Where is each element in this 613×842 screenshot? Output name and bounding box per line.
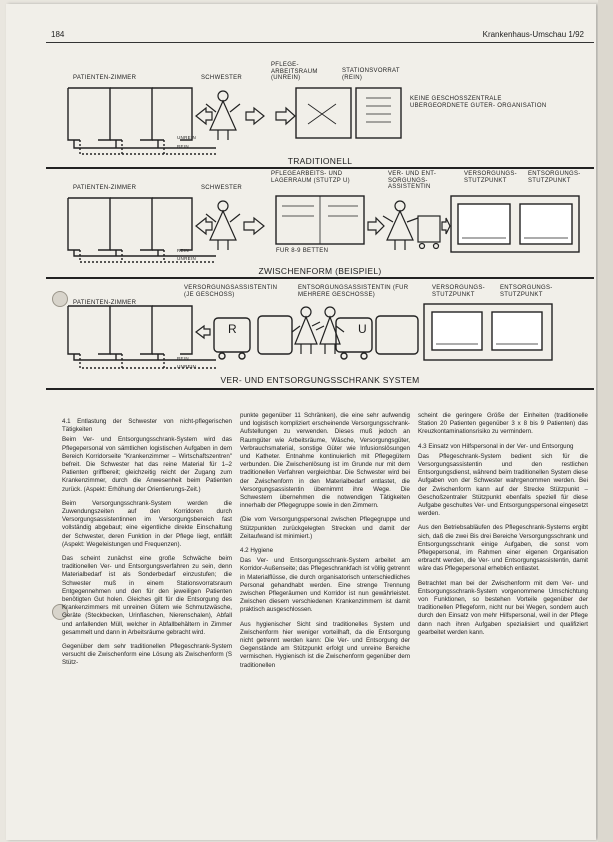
paragraph: Aus den Betriebsabläufen des Pflegeschrank-Systems ergibt sich, daß die zwei Bis drei Bereiche Versorgungsschrank und Entsorgungsschrank einige Aufgaben, die sonst vom Pflegepersonal, im Rahmen einer eigenen Organisation erbracht werden, die Ver- und Entsorgungsassistentin, damit wäre das Pflegepersonal erheblich entlastet. [418, 524, 588, 573]
d2-workroom-label: PFLEGEARBEITS- UND LAGERRAUM (STUTZP U) [271, 171, 350, 184]
d2-beds-label: FUR 8-9 BETTEN [276, 248, 329, 254]
heading-4-3: 4.3 Einsatz von Hilfspersonal in der Ver- und Entsorgung [418, 442, 574, 450]
paragraph: (Die vom Versorgungspersonal zwischen Pflegegruppe und Stützpunkten zurückgelegten Strecken und damit der Zeitaufwand ist minimiert.) [240, 516, 410, 540]
d1-rein-label: REIN [177, 144, 189, 149]
paragraph: Das Ver- und Entsorgungsschrank-System arbeitet am Korridor-Außenseite; das Pflegeschrankfach ist völlig getrennt in Materialflüsse, die durch organisatorisch unterschiedliches Personal gehandhabt werden. Eine strenge Trennung zwischen Pflegeräumen und Korridor ist nun gewährleistet. Zwischen diesem verschiedenen Krankenzimmern ist damit praktisch ausgeschlossen. [240, 557, 410, 614]
paragraph: punkte gegenüber 11 Schränken), die eine sehr aufwendig und logistisch kompliziert erscheinende Versorgungsschrank-Aufstellungen zu verwenden. Dieses muß jedoch an Raumgüter wie Arbeitsräume, Wäsche, Versorgungsgüter, Verbrauchsmaterial, sonstige Güter wie Infusionslösungen und Katheter. Entnahme kontinuierlich mit Pflegegütern verbunden. Die Zwischenlösung ist im Grunde nur mit dem traditionellen Verfahren vergleichbar. Die Schwester wird bei der Zwischenform in den Materialbedarf entlastet, die Versorgungsassistentin übernimmt ihre Wege. Die Schwestern übernehmen die notwendigen Tätigkeiten innerhalb der Pflegegruppe sowie in den Zimmern. [240, 412, 410, 510]
d1-nurse-label: SCHWESTER [201, 75, 243, 81]
adjacent-page-edge [598, 0, 613, 842]
paragraph: Das scheint zunächst eine große Schwäche beim traditionellen Ver- und Entsorgungsverfahren zu sein, denn Materialbedarf ist als Sonderbedarf einzustufen; die Schwester muß in einem Stationsvorratsraum Entgegennehmen und den für den jeweiligen Patienten benötigten Gut holen. Gleiches gilt für die Entsorgung des Krankenzimmers mit unreinen Gütern wie Schmutzwäsche, Geräte (Steckbecken, Urinflaschen, Nierenschalen), Abfall und anfallenden Müll, welcher in Abfallbehältern in Zimmer gesammelt und dann in Arbeitsräume gebracht wird. [62, 555, 232, 636]
d3-patients-label: PATIENTEN-ZIMMER [73, 300, 137, 306]
d2-assistant-label: VER- UND ENT- SORGUNGS- ASSISTENTIN [388, 171, 437, 190]
d3-rein-label: REIN [177, 356, 189, 361]
journal-page [6, 4, 596, 840]
paragraph: Betrachtet man bei der Zwischenform mit dem Ver- und Entsorgungsschrank-System vorgenommene Umschichtung von Funktionen, so bestehen Vorteile gegenüber der traditionellen Pflegeform, nicht nur bei Wegen, sondern auch durch den Einsatz von mehr Hilfspersonal, weil in der Pflege dann nach ihren Aufgaben spezialisiert und qualifiziert gearbeitet werden kann. [418, 579, 588, 636]
paragraph: Das Pflegeschrank-System bedient sich für die Versorgungsassistentin und den restlichen Entsorgungsdienst, während beim traditionellen System diese Aufgaben von der Schwester wahrgenommen werden. Bei der Zwischenform kann auf der Strecke Stützpunkt – Geschoßzentraler Stützpunkt ebenfalls speziell für diese Aufgabe geschultes Ver- und Entsorgungspersonal eingesetzt werden. [418, 452, 588, 518]
d2-ver-point-label: VERSORGUNGS- STUTZPUNKT [464, 171, 517, 184]
text-column-1 [62, 412, 232, 674]
paragraph: Beim Versorgungsschrank-System werden die Zuwendungszeiten auf den Korridoren durch Versorgungsassistentinnen im Versorgungsbereich fast vollständig abgebaut; eine eigentliche direkte Einschaltung der Schwester, deren Funktion in der Pflege liegt, entfällt (Aspekt: Wegeleistungen und Frequenzen). [62, 499, 232, 548]
d1-unrein-label: UNREIN [177, 135, 197, 140]
d3-unrein-label: UNREIN [177, 364, 197, 369]
d1-nurse-figure [206, 91, 240, 140]
paragraph: scheint die geringere Größe der Einheiten (traditionelle Station 20 Patienten gegenüber 3 x 8 bis 9 Patienten) das Kreuzkontaminationsrisiko zu vermindern. [418, 412, 588, 436]
diagram-cabinet-system [46, 302, 594, 374]
paragraph: Aus hygienischer Sicht sind traditionelles System und Zwischenform hier weniger vorteilhaft, da die Entsorgung nicht getrennt werden kann: Die Ver- und Entsorgung der Gegenstände am Stützpunkt erfolgt und unreine Bereiche vermischen. Hygienisch ist die Zwischenform gegenüber dem traditionellen [240, 620, 410, 669]
page-number: 184 [51, 30, 65, 39]
d2-ent-point-label: ENTSORGUNGS- STUTZPUNKT [528, 171, 581, 184]
paragraph: Gegenüber dem sehr traditionellen Pflegeschrank-System versucht die Zwischenform eine Lösung als Zwischenform (S Stütz- [62, 643, 232, 667]
d1-central-label: KEINE GESCHOSSZENTRALE UBERGEORDNETE GUTER- ORGANISATION [410, 96, 547, 109]
d1-title: TRADITIONELL [287, 156, 353, 166]
d3-assist-multi-label: ENTSORGUNGSASSISTENTIN (FUR MEHRERE GESCHOSSE) [298, 285, 409, 298]
d1-store-label: STATIONSVORRAT (REIN) [342, 68, 400, 81]
d2-title: ZWISCHENFORM (BEISPIEL) [258, 266, 382, 276]
text-column-2 [240, 412, 410, 676]
d2-nurse-label: SCHWESTER [201, 185, 243, 191]
header-rule [46, 42, 594, 43]
diagram-traditional [46, 84, 594, 159]
journal-header: Krankenhaus-Umschau 1/92 [482, 30, 584, 39]
paragraph: Beim Ver- und Entsorgungsschrank-System wird das Pflegepersonal von sämtlichen logistischen Aufgaben in dem Bereich Korridorseite "Krankenzimmer – Wirtschaftszentren" befreit. Die Schwester hat das reine Material für 1–2 Patienten griffbereit; gleichzeitig reicht der Zugang zum Krankenzimmer, durch die Anwesenheit beim Patienten zurück. (Aspekt: Erhöhung der Orientierungs-Zeit.) [62, 436, 232, 493]
diagram-intermediate [46, 194, 594, 266]
d2-patients-label: PATIENTEN-ZIMMER [73, 185, 137, 191]
d2-rule [46, 277, 594, 279]
text-column-3 [418, 412, 588, 643]
d2-unrein-label: UNREIN [177, 256, 197, 261]
d3-letter-r: R [228, 322, 237, 336]
d3-assist-single-label: VERSORGUNGSASSISTENTIN (JE GESCHOSS) [184, 285, 278, 298]
d2-rein-label: REIN [177, 248, 189, 253]
heading-4-2: 4.2 Hygiene [240, 547, 274, 555]
d3-ent-point-label: ENTSORGUNGS- STUTZPUNKT [500, 285, 553, 298]
d3-rule [46, 388, 594, 390]
d3-ver-point-label: VERSORGUNGS- STUTZPUNKT [432, 285, 485, 298]
d1-patients-label: PATIENTEN-ZIMMER [73, 75, 137, 81]
d3-letter-u: U [358, 322, 367, 336]
heading-4-1: 4.1 Entlastung der Schwester von nicht-pflegerischen Tätigkeiten [62, 418, 232, 434]
binder-hole-1 [52, 291, 68, 307]
d1-workroom-label: PFLEGE- ARBEITSRAUM (UNREIN) [271, 62, 318, 81]
d1-rule [46, 167, 594, 169]
d3-title: VER- UND ENTSORGUNGSSCHRANK SYSTEM [220, 375, 420, 385]
